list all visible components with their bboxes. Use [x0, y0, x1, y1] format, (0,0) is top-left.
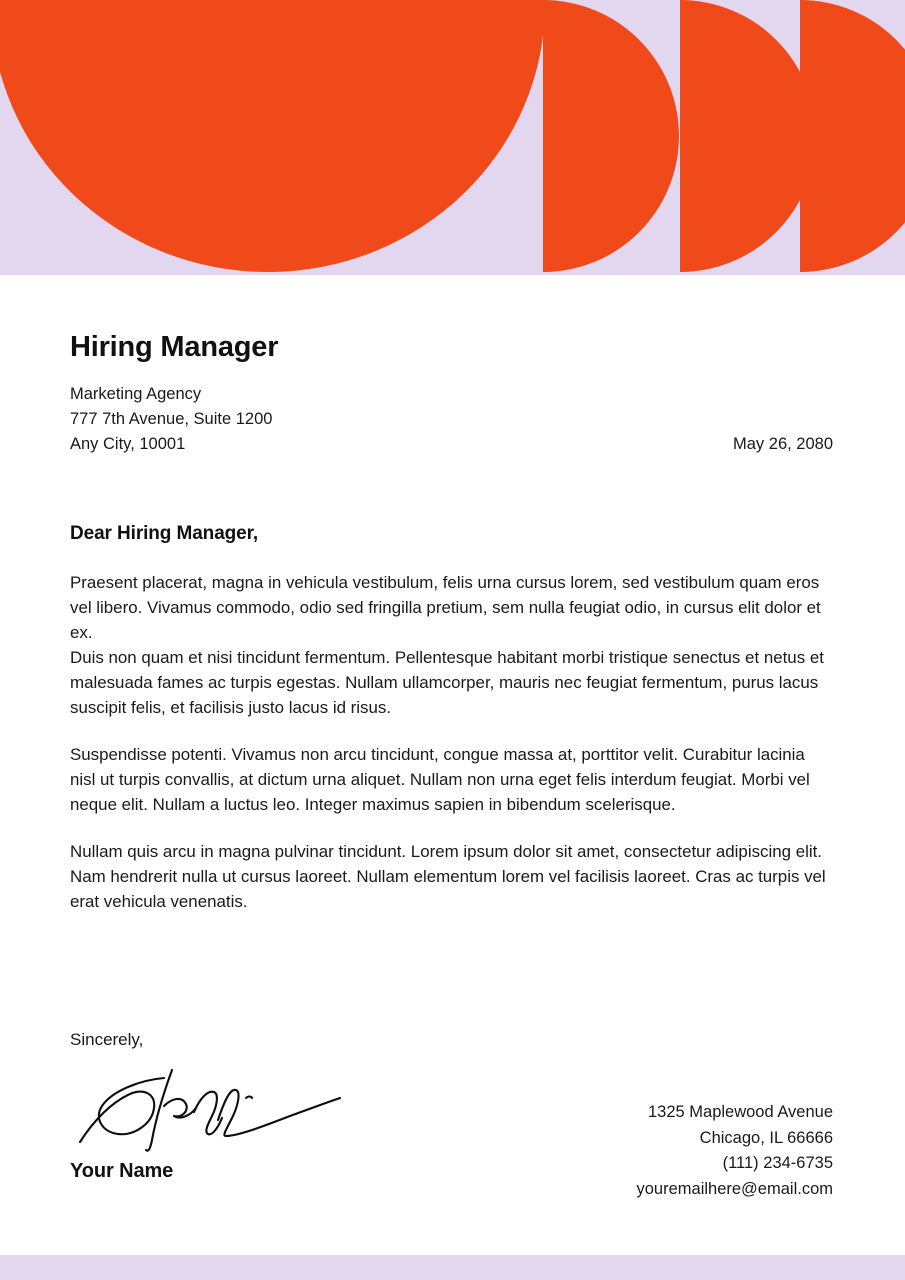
handwritten-signature-icon: [68, 1062, 368, 1154]
recipient-company: Marketing Agency: [70, 385, 202, 404]
header-half-circle-2-shape: [680, 0, 816, 272]
letter-body: [70, 570, 830, 914]
recipient-street: 777 7th Avenue, Suite 1200: [70, 410, 273, 429]
header-large-ellipse-shape: [0, 0, 545, 272]
letter-paragraph-group-1: [70, 570, 830, 720]
letter-paragraph-4: Nullam quis arcu in magna pulvinar tincidunt. Lorem ipsum dolor sit amet, consectetur adipiscing elit. Nam hendrerit nulla ut cursus laoreet. Nullam elementum lorem vel facilisis laoreet. Cras ac turpis vel erat vehicula venenatis.: [70, 842, 826, 912]
sender-contact-block: [637, 1100, 834, 1202]
signature-block: [70, 1030, 410, 1183]
recipient-name: Hiring Manager: [70, 331, 279, 363]
header-half-circle-1-shape: [543, 0, 679, 272]
letter-paragraph-1: Praesent placerat, magna in vehicula vestibulum, felis urna cursus lorem, sed vestibulum quam eros vel libero. Vivamus commodo, odio sed fringilla pretium, sem nulla feugiat odio, in cursus elit dolor et ex.: [70, 573, 821, 643]
letter-salutation: Dear Hiring Manager,: [70, 523, 259, 544]
sender-city-state-zip: Chicago, IL 66666: [699, 1128, 833, 1147]
letter-paragraph-3: Suspendisse potenti. Vivamus non arcu tincidunt, congue massa at, porttitor velit. Curabitur lacinia nisl ut turpis convallis, at dictum urna aliquet. Nullam non urna eget felis interdum feugiat. Morbi vel neque elit. Nullam a luctus leo. Integer maximus sapien in bibendum scelerisque.: [70, 745, 810, 815]
signer-name: Your Name: [70, 1160, 174, 1182]
letter-paragraph-2: Duis non quam et nisi tincidunt fermentum. Pellentesque habitant morbi tristique senectus et netus et malesuada fames ac turpis egestas. Nullam ullamcorper, mauris nec feugiat fermentum, purus lacus suscipit felis, et facilisis justo lacus id risus.: [70, 648, 824, 718]
letter-document: [0, 275, 905, 1255]
letter-date: May 26, 2080: [733, 435, 833, 453]
letter-closing: Sincerely,: [70, 1030, 144, 1049]
footer-decorative-band: [0, 1255, 905, 1280]
recipient-city-zip: Any City, 10001: [70, 434, 186, 453]
sender-street: 1325 Maplewood Avenue: [647, 1103, 833, 1121]
sender-phone[interactable]: (111) 234-6735: [722, 1154, 833, 1173]
recipient-block: [70, 331, 630, 457]
sender-email[interactable]: youremailhere@email.com: [636, 1179, 833, 1198]
header-decorative-band: [0, 0, 905, 275]
header-half-circle-3-shape: [800, 0, 905, 272]
